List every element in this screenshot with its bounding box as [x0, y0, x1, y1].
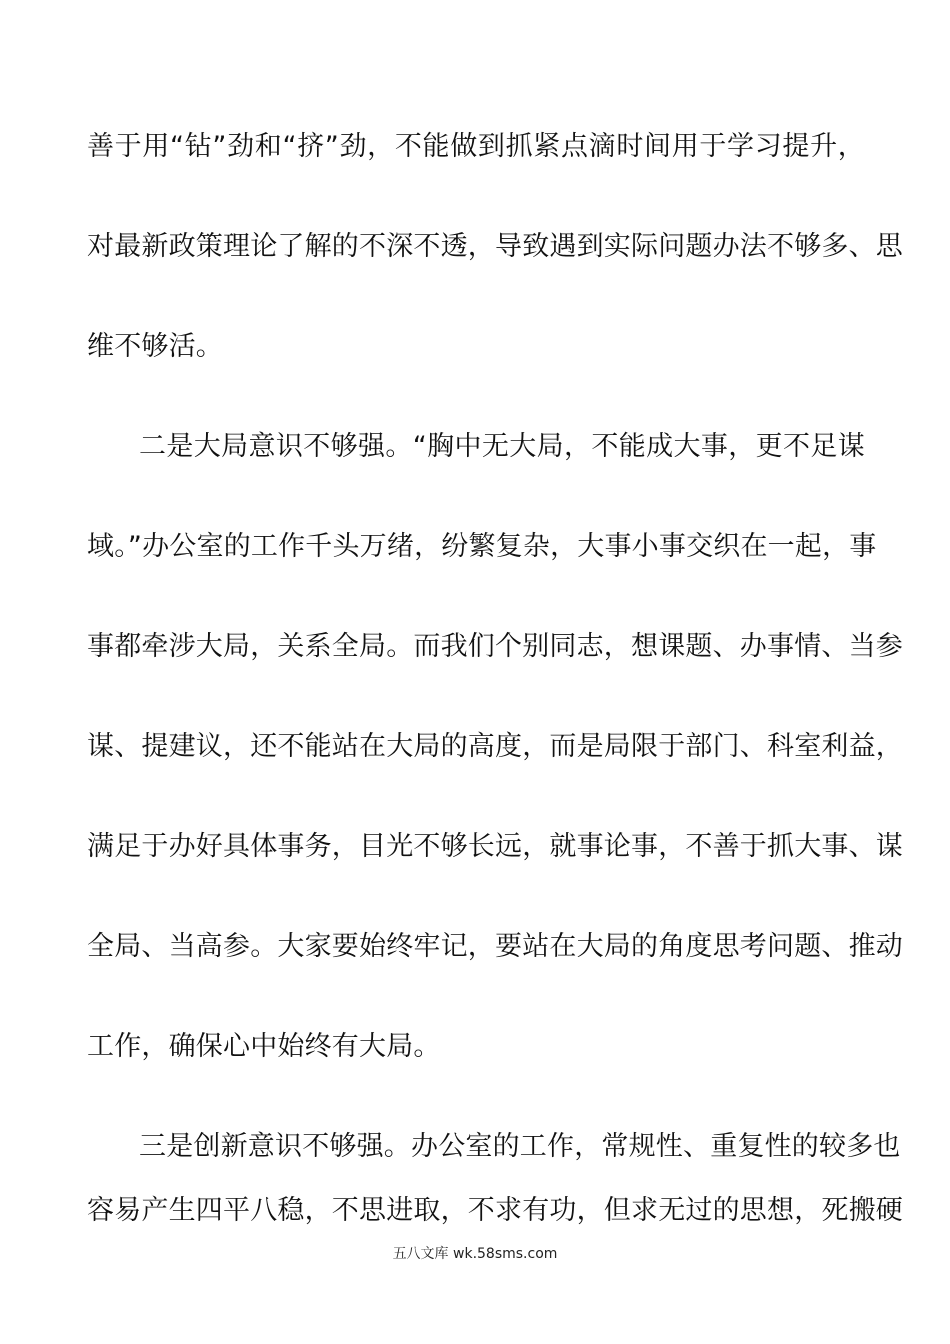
paragraph-line: 域。”办公室的工作千头万绪，纷繁复杂，大事小事交织在一起，事 — [87, 531, 877, 562]
paragraph-line: 满足于办好具体事务，目光不够长远，就事论事，不善于抓大事、谋 — [87, 831, 903, 862]
paragraph-line: 事都牵涉大局，关系全局。而我们个别同志，想课题、办事情、当参 — [87, 631, 903, 662]
paragraph-line: 容易产生四平八稳，不思进取，不求有功，但求无过的思想，死搬硬 — [87, 1195, 903, 1226]
paragraph-line: 二是大局意识不够强。“胸中无大局，不能成大事，更不足谋 — [139, 431, 865, 462]
paragraph-line: 谋、提建议，还不能站在大局的高度，而是局限于部门、科室利益， — [87, 731, 903, 762]
paragraph-line: 三是创新意识不够强。办公室的工作，常规性、重复性的较多也 — [139, 1131, 901, 1162]
paragraph-line: 工作，确保心中始终有大局。 — [87, 1031, 441, 1062]
paragraph-line: 全局、当高参。大家要始终牢记，要站在大局的角度思考问题、推动 — [87, 931, 903, 962]
paragraph-line: 维不够活。 — [87, 331, 223, 362]
paragraph-line: 善于用“钻”劲和“挤”劲，不能做到抓紧点滴时间用于学习提升， — [87, 131, 865, 162]
footer-watermark: 五八文库 wk.58sms.com — [392, 1246, 558, 1262]
paragraph-line: 对最新政策理论了解的不深不透，导致遇到实际问题办法不够多、思 — [87, 231, 903, 262]
